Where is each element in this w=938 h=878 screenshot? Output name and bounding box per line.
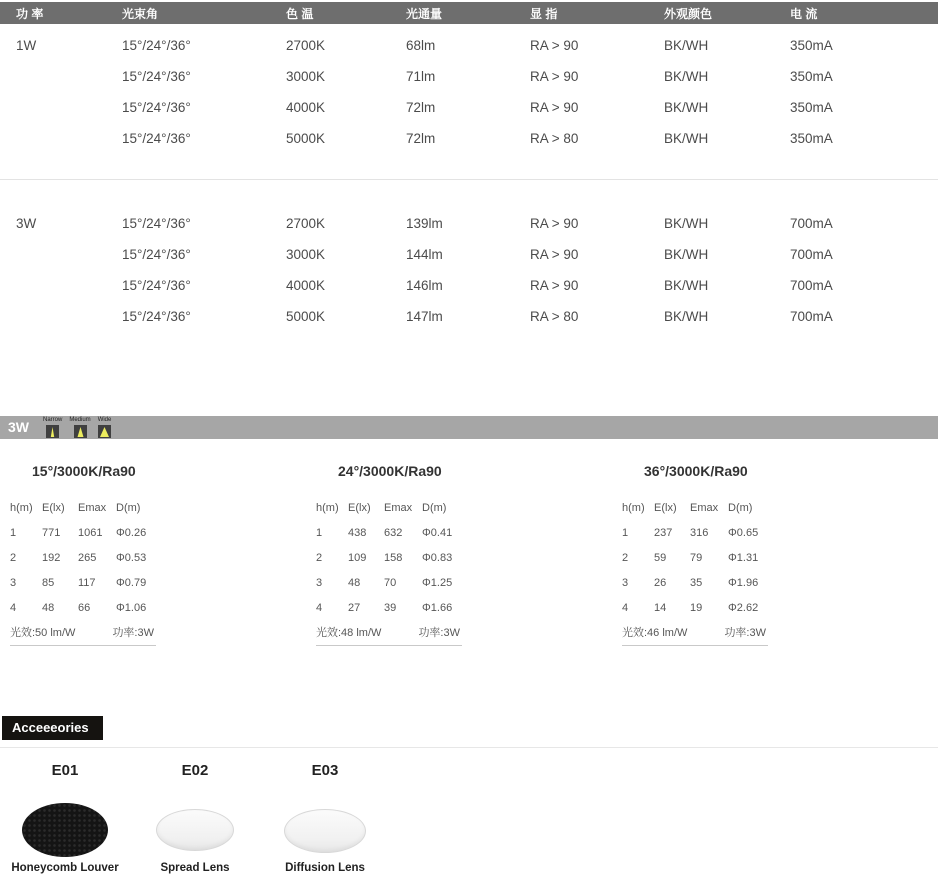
narrow-beam-icon [46, 425, 59, 438]
photometric-row [10, 570, 156, 595]
cct-cell: 4000K [286, 278, 326, 293]
power-value: 功率:3W [724, 627, 766, 639]
photometric-cell: 316 [690, 526, 709, 539]
photometric-cell: Φ0.26 [116, 526, 147, 539]
color-cell: BK/WH [664, 309, 709, 324]
honeycomb-louver-image [22, 803, 108, 857]
current-cell: 350mA [790, 38, 833, 53]
spec-header-cell: 外观颜色 [664, 6, 713, 21]
cri-cell: RA > 90 [530, 278, 579, 293]
photometric-cell: 59 [654, 551, 667, 564]
photometric-cell: 117 [78, 576, 96, 589]
lens-image [156, 809, 234, 851]
power-value: 功率:3W [112, 627, 154, 639]
spec-row [0, 92, 938, 123]
power-value: 功率:3W [418, 627, 460, 639]
cri-cell: RA > 80 [530, 309, 579, 324]
photometric-header-cell: E(lx) [42, 501, 65, 514]
efficacy-value: 光效:48 lm/W [316, 627, 382, 639]
photometric-header-cell: h(m) [10, 501, 33, 514]
flux-cell: 144lm [406, 247, 443, 262]
color-cell: BK/WH [664, 100, 709, 115]
photometric-row [10, 545, 156, 570]
lens-image [284, 809, 366, 853]
beam-cell: 15°/24°/36° [122, 278, 191, 293]
photometric-header-cell: E(lx) [654, 501, 677, 514]
spec-row [0, 208, 938, 239]
cri-cell: RA > 90 [530, 100, 579, 115]
photometric-cell: 632 [384, 526, 403, 539]
power-cell [16, 92, 122, 123]
spec-row [0, 123, 938, 154]
photometric-cell: Φ2.62 [728, 601, 759, 614]
cri-cell: RA > 90 [530, 38, 579, 53]
photometric-cell: 265 [78, 551, 97, 564]
accessories-section [0, 716, 938, 878]
color-cell: BK/WH [664, 247, 709, 262]
photometric-table [316, 453, 462, 646]
cct-cell: 3000K [286, 247, 326, 262]
spec-header-cell: 显 指 [530, 6, 558, 21]
accessories-items [0, 760, 938, 878]
photometric-cell: 1 [316, 526, 323, 539]
beam-cell: 15°/24°/36° [122, 131, 191, 146]
cri-cell: RA > 80 [530, 131, 579, 146]
power-cell [16, 301, 122, 332]
accessory-item [260, 760, 390, 878]
spec-table [0, 2, 938, 352]
spec-row [0, 270, 938, 301]
photometric-row [316, 570, 462, 595]
cct-cell: 5000K [286, 309, 326, 324]
spec-row [0, 61, 938, 92]
photometric-cell: 1 [10, 526, 17, 539]
photometric-cell: 3 [316, 576, 323, 589]
photometric-header-cell: Emax [78, 501, 107, 514]
spec-group [0, 180, 938, 352]
photometric-cell: Φ0.79 [116, 576, 147, 589]
photometric-cell: 26 [654, 576, 667, 589]
beam-medium [69, 417, 90, 438]
cct-cell: 3000K [286, 69, 326, 84]
photometric-title: 24°/3000K/Ra90 [338, 463, 442, 479]
beam-cell: 15°/24°/36° [122, 216, 191, 231]
photometric-header-cell: D(m) [728, 501, 753, 514]
efficacy-value: 光效:46 lm/W [622, 627, 688, 639]
accessory-item [0, 760, 130, 878]
photometric-cell: 4 [622, 601, 629, 614]
photometric-cell: Φ1.66 [422, 601, 453, 614]
efficacy-value: 光效:50 lm/W [10, 627, 76, 639]
photometric-table [622, 453, 768, 646]
color-cell: BK/WH [664, 69, 709, 84]
photometric-header-row [622, 495, 768, 520]
photometric-cell: Φ1.25 [422, 576, 453, 589]
photometric-header-cell: D(m) [422, 501, 447, 514]
cct-cell: 2700K [286, 38, 326, 53]
color-cell: BK/WH [664, 131, 709, 146]
photometric-cell: 2 [316, 551, 323, 564]
power-cell [16, 239, 122, 270]
flux-cell: 71lm [406, 69, 436, 84]
beam-cell: 15°/24°/36° [122, 309, 191, 324]
photometric-cell: 1 [622, 526, 629, 539]
color-cell: BK/WH [664, 216, 709, 231]
spec-row [0, 301, 938, 332]
current-cell: 700mA [790, 247, 833, 262]
photometric-cell: 48 [348, 576, 361, 589]
current-cell: 350mA [790, 69, 833, 84]
photometric-header-cell: h(m) [622, 501, 645, 514]
accessory-code: E02 [181, 762, 209, 779]
photometric-cell: 4 [10, 601, 17, 614]
medium-beam-icon [74, 425, 87, 438]
wattage-banner [0, 416, 938, 439]
photometric-cell: 48 [42, 601, 55, 614]
beam-cell: 15°/24°/36° [122, 100, 191, 115]
flux-cell: 147lm [406, 309, 443, 324]
photometric-cell: 3 [622, 576, 629, 589]
current-cell: 350mA [790, 100, 833, 115]
photometric-footer [316, 624, 462, 646]
color-cell: BK/WH [664, 38, 709, 53]
photometric-cell: 35 [690, 576, 703, 589]
beam-label: Medium [69, 417, 91, 423]
photometric-header-cell: Emax [690, 501, 719, 514]
cri-cell: RA > 90 [530, 247, 579, 262]
color-cell: BK/WH [664, 278, 709, 293]
photometric-cell: 79 [690, 551, 703, 564]
spec-header-cell: 功 率 [16, 6, 44, 21]
photometric-header-cell: E(lx) [348, 501, 371, 514]
photometric-cell: 438 [348, 526, 367, 539]
flux-cell: 68lm [406, 38, 436, 53]
photometric-cell: Φ0.83 [422, 551, 453, 564]
photometric-row [316, 595, 462, 620]
photometric-title: 36°/3000K/Ra90 [644, 463, 748, 479]
spec-header-cell: 电 流 [790, 6, 818, 21]
photometric-footer [10, 624, 156, 646]
photometric-cell: Φ0.65 [728, 526, 759, 539]
spec-header-cell: 光束角 [122, 6, 159, 21]
cri-cell: RA > 90 [530, 216, 579, 231]
accessories-divider [0, 747, 938, 748]
power-cell [16, 270, 122, 301]
spec-row [0, 239, 938, 270]
cct-cell: 4000K [286, 100, 326, 115]
photometric-cell: 1061 [78, 526, 103, 539]
photometric-cell: 19 [690, 601, 703, 614]
photometric-cell: 66 [78, 601, 91, 614]
banner-wattage-label: 3W [8, 419, 29, 435]
photometric-section [10, 453, 938, 646]
accessory-name: Spread Lens [160, 862, 230, 874]
cri-cell: RA > 90 [530, 69, 579, 84]
photometric-row [622, 595, 768, 620]
photometric-cell: 237 [654, 526, 673, 539]
cct-cell: 2700K [286, 216, 326, 231]
photometric-cell: 4 [316, 601, 323, 614]
cct-cell: 5000K [286, 131, 326, 146]
photometric-cell: 85 [42, 576, 55, 589]
photometric-title: 15°/3000K/Ra90 [32, 463, 136, 479]
photometric-cell: 70 [384, 576, 397, 589]
photometric-cell: 158 [384, 551, 403, 564]
photometric-row [10, 595, 156, 620]
photometric-row [316, 520, 462, 545]
photometric-cell: Φ0.53 [116, 551, 147, 564]
photometric-row [622, 520, 768, 545]
photometric-cell: 2 [10, 551, 17, 564]
accessory-item [130, 760, 260, 878]
wide-beam-icon [98, 425, 111, 438]
spec-group [0, 24, 938, 179]
current-cell: 700mA [790, 278, 833, 293]
accessory-name: Diffusion Lens [285, 862, 365, 874]
spec-header-cell: 光通量 [406, 6, 443, 21]
photometric-header-cell: h(m) [316, 501, 339, 514]
photometric-row [622, 545, 768, 570]
current-cell: 700mA [790, 216, 833, 231]
flux-cell: 146lm [406, 278, 443, 293]
photometric-cell: 39 [384, 601, 397, 614]
photometric-row [622, 570, 768, 595]
photometric-table [10, 453, 156, 646]
beam-label: Narrow [43, 417, 63, 423]
beam-cell: 15°/24°/36° [122, 69, 191, 84]
photometric-cell: Φ0.41 [422, 526, 453, 539]
beam-cell: 15°/24°/36° [122, 247, 191, 262]
photometric-cell: Φ1.31 [728, 551, 759, 564]
accessory-code: E03 [311, 762, 339, 779]
photometric-cell: Φ1.06 [116, 601, 147, 614]
flux-cell: 72lm [406, 131, 436, 146]
spec-table-body [0, 24, 938, 352]
beam-icons [43, 417, 111, 439]
photometric-cell: 27 [348, 601, 361, 614]
photometric-cell: 14 [654, 601, 667, 614]
photometric-cell: 771 [42, 526, 61, 539]
photometric-cell: 3 [10, 576, 17, 589]
flux-cell: 139lm [406, 216, 443, 231]
flux-cell: 72lm [406, 100, 436, 115]
power-cell: 1W [16, 38, 37, 53]
photometric-cell: 109 [348, 551, 367, 564]
photometric-header-cell: D(m) [116, 501, 141, 514]
photometric-row [316, 545, 462, 570]
photometric-header-cell: Emax [384, 501, 413, 514]
photometric-row [10, 520, 156, 545]
power-cell: 3W [16, 216, 37, 231]
accessories-title: Acceeeories [2, 716, 103, 740]
photometric-cell: Φ1.96 [728, 576, 759, 589]
photometric-footer [622, 624, 768, 646]
power-cell [16, 61, 122, 92]
spec-header-cell: 色 温 [286, 6, 314, 21]
accessory-name: Honeycomb Louver [11, 862, 119, 874]
photometric-cell: 2 [622, 551, 629, 564]
beam-cell: 15°/24°/36° [122, 38, 191, 53]
beam-narrow [43, 417, 62, 438]
current-cell: 700mA [790, 309, 833, 324]
beam-label: Wide [97, 417, 112, 423]
photometric-cell: 192 [42, 551, 61, 564]
beam-wide [98, 417, 112, 438]
accessory-code: E01 [51, 762, 79, 779]
photometric-header-row [316, 495, 462, 520]
spec-table-header-row [0, 2, 938, 24]
spec-row [0, 30, 938, 61]
photometric-header-row [10, 495, 156, 520]
current-cell: 350mA [790, 131, 833, 146]
power-cell [16, 123, 122, 154]
